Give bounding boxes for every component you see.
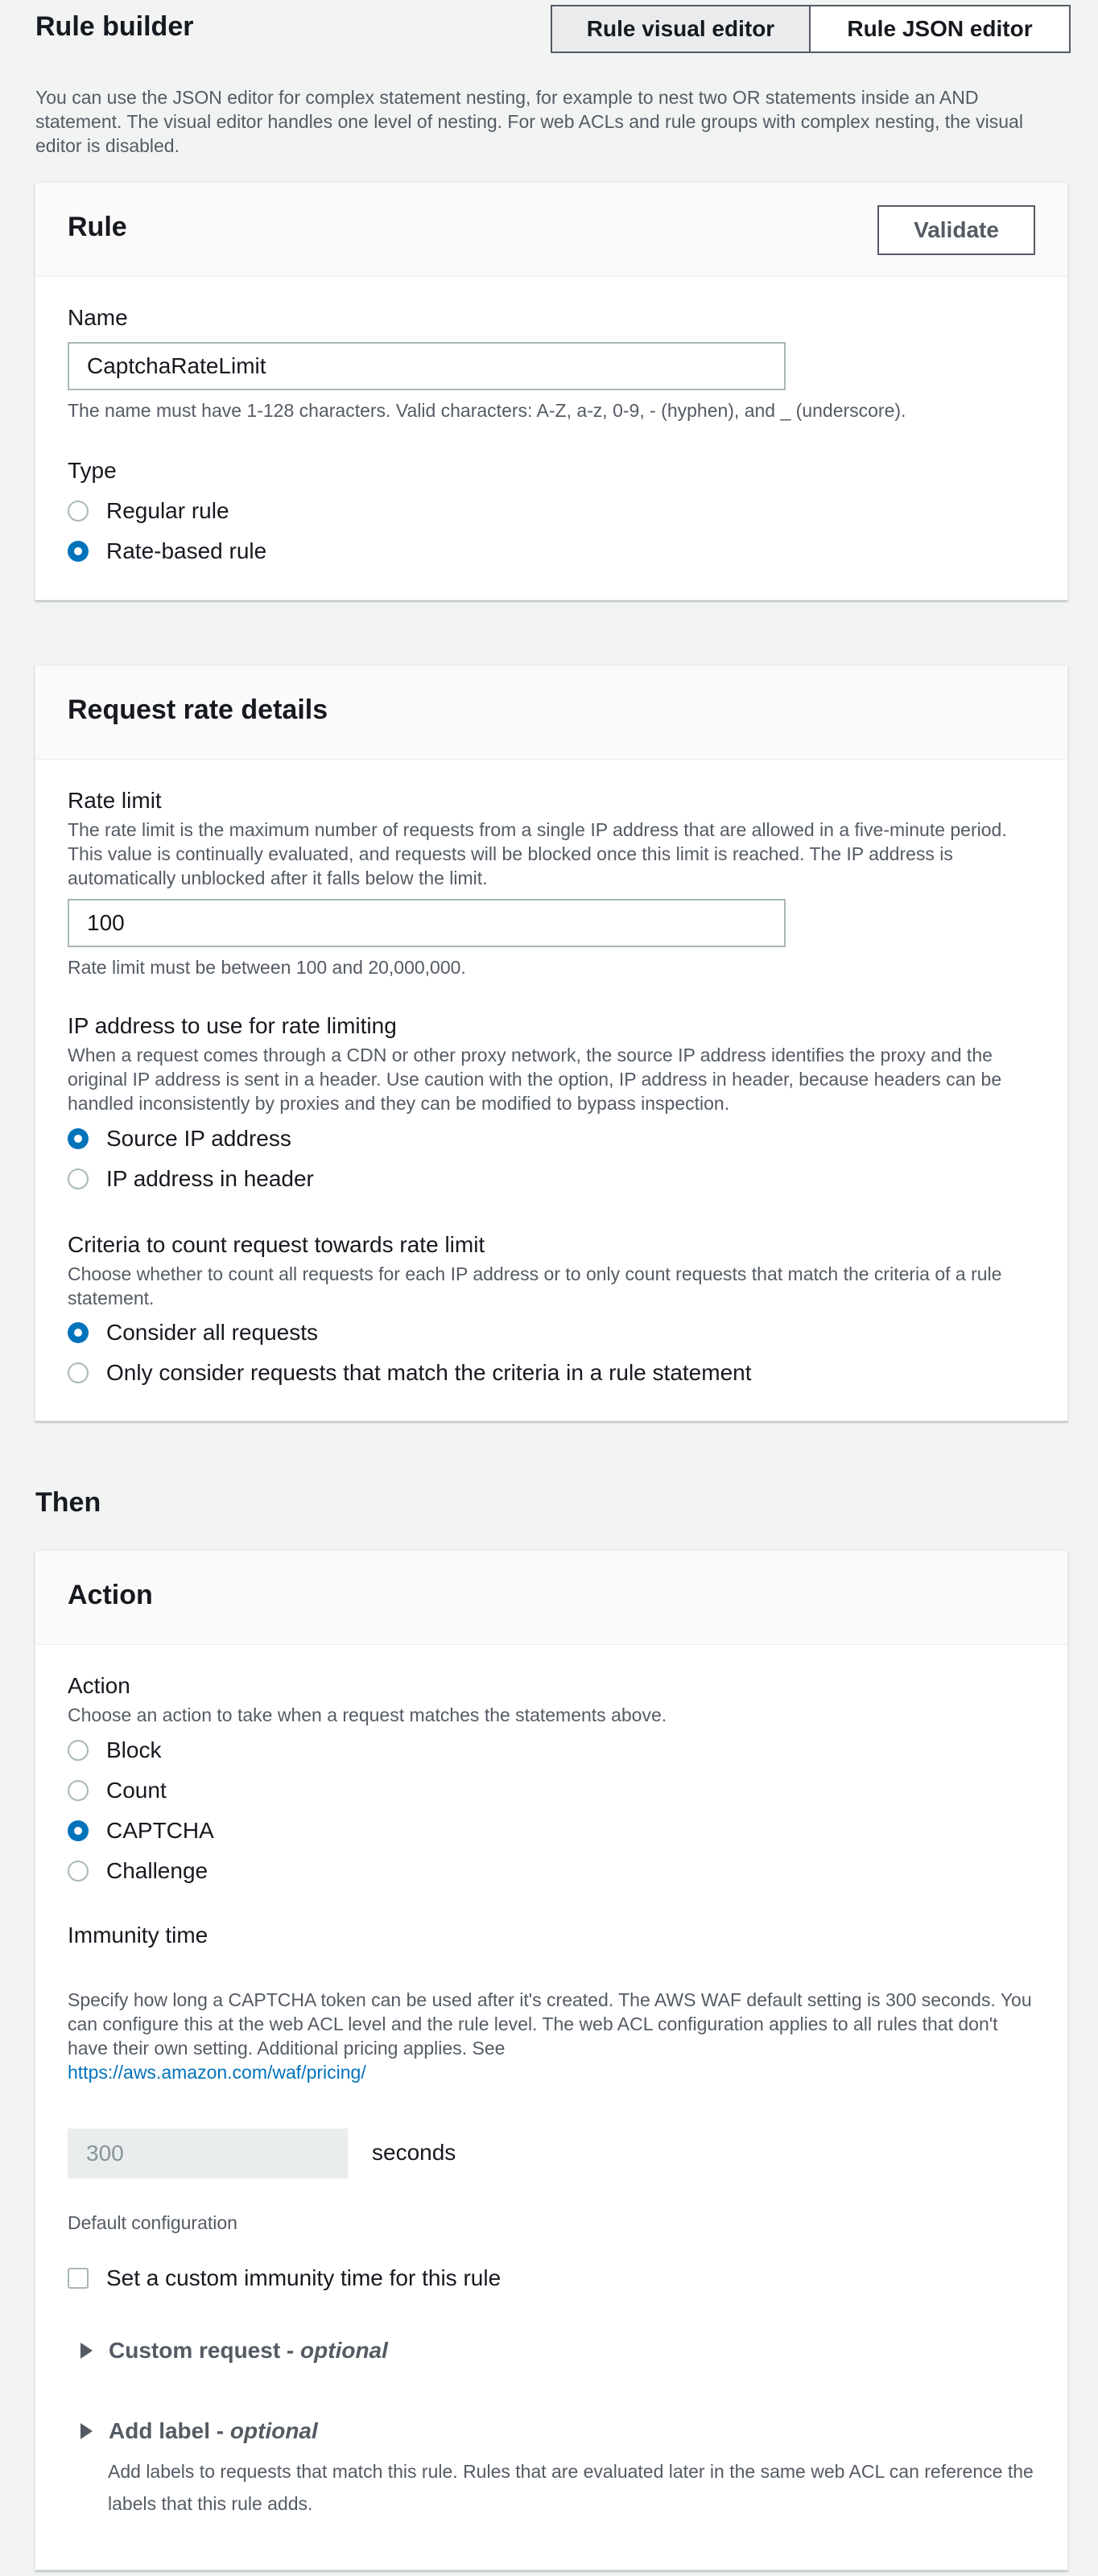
rate-limit-label: Rate limit <box>68 788 162 813</box>
editor-toggle <box>551 5 1071 53</box>
name-label: Name <box>68 305 128 330</box>
immunity-time-field[interactable]: 300 <box>68 2129 348 2178</box>
ip-option-source[interactable] <box>68 1123 314 1155</box>
action-panel-header <box>35 1551 1067 1645</box>
tab-json-editor[interactable]: Rule JSON editor <box>811 5 1071 53</box>
ip-address-description: When a request comes through a CDN or other proxy network, the source IP address identifies the proxy and the original IP address is sent in a header. Use caution with the option, IP address in header, because headers can be handled inconsistently by proxies and they can be modified to bypass inspection. <box>68 1045 1002 1114</box>
ip-option-header[interactable] <box>68 1163 314 1195</box>
radio-button[interactable] <box>68 1861 89 1882</box>
type-option-regular[interactable] <box>68 495 266 527</box>
name-field[interactable]: CaptchaRateLimit <box>68 342 786 390</box>
action-option-block[interactable] <box>68 1734 214 1766</box>
rate-limit-field[interactable]: 100 <box>68 899 786 947</box>
then-heading: Then <box>35 1487 101 1518</box>
tab-visual-editor[interactable]: Rule visual editor <box>551 5 811 53</box>
rule-panel-header <box>35 183 1067 277</box>
criteria-description: Choose whether to count all requests for each IP address or to only count requests that match the criteria of a rule statement. <box>68 1263 1002 1309</box>
default-configuration-text: Default configuration <box>68 2212 237 2233</box>
radio-button[interactable] <box>68 1362 89 1383</box>
action-panel-title: Action <box>68 1580 153 1610</box>
rate-limit-description: The rate limit is the maximum number of requests from a single IP address that are allowed in a five-minute period. This value is continually evaluated, and requests will be blocked once this limit is reached. The IP address is automatically unblocked after it falls below the limit. <box>68 819 1007 888</box>
radio-button-selected[interactable] <box>68 1128 89 1149</box>
action-option-challenge[interactable] <box>68 1855 214 1887</box>
radio-label: Block <box>106 1737 162 1762</box>
custom-immunity-label: Set a custom immunity time for this rule <box>106 2265 502 2290</box>
immunity-time-label: Immunity time <box>68 1923 208 1947</box>
ip-address-label: IP address to use for rate limiting <box>68 1013 397 1038</box>
action-radio-group <box>68 1734 214 1887</box>
caret-right-icon <box>80 2343 93 2359</box>
criteria-label: Criteria to count request towards rate limit <box>68 1232 485 1257</box>
radio-label: CAPTCHA <box>106 1818 214 1843</box>
radio-button[interactable] <box>68 1168 89 1189</box>
immunity-description <box>68 1988 1034 2084</box>
ip-radio-group <box>68 1123 314 1195</box>
radio-label: Source IP address <box>106 1126 291 1151</box>
radio-button-selected[interactable] <box>68 541 89 562</box>
rule-panel-title: Rule <box>68 212 127 242</box>
type-radio-group <box>68 495 266 567</box>
criteria-option-all[interactable] <box>68 1317 752 1349</box>
rate-panel-title: Request rate details <box>68 694 328 725</box>
radio-label: Only consider requests that match the criteria in a rule statement <box>106 1360 752 1385</box>
custom-immunity-option[interactable] <box>68 2262 501 2294</box>
immunity-unit: seconds <box>372 2140 456 2165</box>
pricing-link[interactable]: https://aws.amazon.com/waf/pricing/ <box>68 2062 366 2083</box>
radio-button[interactable] <box>68 501 89 521</box>
action-panel <box>35 1550 1068 2570</box>
criteria-radio-group <box>68 1317 752 1389</box>
add-label-expander[interactable] <box>80 2415 318 2447</box>
validate-button[interactable]: Validate <box>877 205 1035 255</box>
radio-button-selected[interactable] <box>68 1322 89 1343</box>
page-title: Rule builder <box>35 11 194 42</box>
radio-label: IP address in header <box>106 1166 314 1191</box>
add-label-description: Add labels to requests that match this rule. Rules that are evaluated later in the same web ACL can reference the labels that this rule adds. <box>108 2461 1034 2514</box>
custom-request-title: Custom request - optional <box>109 2338 388 2363</box>
immunity-description-text: Specify how long a CAPTCHA token can be used after it's created. The AWS WAF default setting is 300 seconds. You can configure this at the web ACL level and the rule level. The web ACL configuration applies to all rules that don't have their own setting. Additional pricing applies. See <box>68 1989 1032 2059</box>
radio-button-selected[interactable] <box>68 1820 89 1841</box>
action-option-count[interactable] <box>68 1774 214 1807</box>
criteria-option-matching[interactable] <box>68 1357 752 1389</box>
add-label-title: Add label - optional <box>109 2418 318 2443</box>
type-label: Type <box>68 458 117 483</box>
action-option-captcha[interactable] <box>68 1815 214 1847</box>
caret-right-icon <box>80 2423 93 2439</box>
type-option-rate-based[interactable] <box>68 535 266 567</box>
action-description: Choose an action to take when a request matches the statements above. <box>68 1704 667 1725</box>
radio-label: Regular rule <box>106 498 229 523</box>
radio-label: Challenge <box>106 1858 208 1883</box>
radio-label: Rate-based rule <box>106 538 267 563</box>
custom-immunity-checkbox[interactable] <box>68 2268 89 2289</box>
intro-text: You can use the JSON editor for complex statement nesting, for example to nest two OR statements inside an AND statement. The visual editor handles one level of nesting. For web ACLs and rule groups with complex nesting, the visual editor is disabled. <box>35 87 1023 156</box>
radio-button[interactable] <box>68 1780 89 1801</box>
radio-button[interactable] <box>68 1740 89 1761</box>
radio-label: Consider all requests <box>106 1320 319 1345</box>
action-label: Action <box>68 1673 130 1698</box>
rule-panel <box>35 182 1068 600</box>
rate-details-panel <box>35 665 1068 1421</box>
radio-label: Count <box>106 1778 167 1803</box>
custom-request-expander[interactable] <box>80 2335 388 2367</box>
rate-panel-header <box>35 666 1067 760</box>
name-hint: The name must have 1-128 characters. Valid characters: A-Z, a-z, 0-9, - (hyphen), and _ (underscore). <box>68 400 906 421</box>
rate-limit-hint: Rate limit must be between 100 and 20,000,000. <box>68 957 466 978</box>
